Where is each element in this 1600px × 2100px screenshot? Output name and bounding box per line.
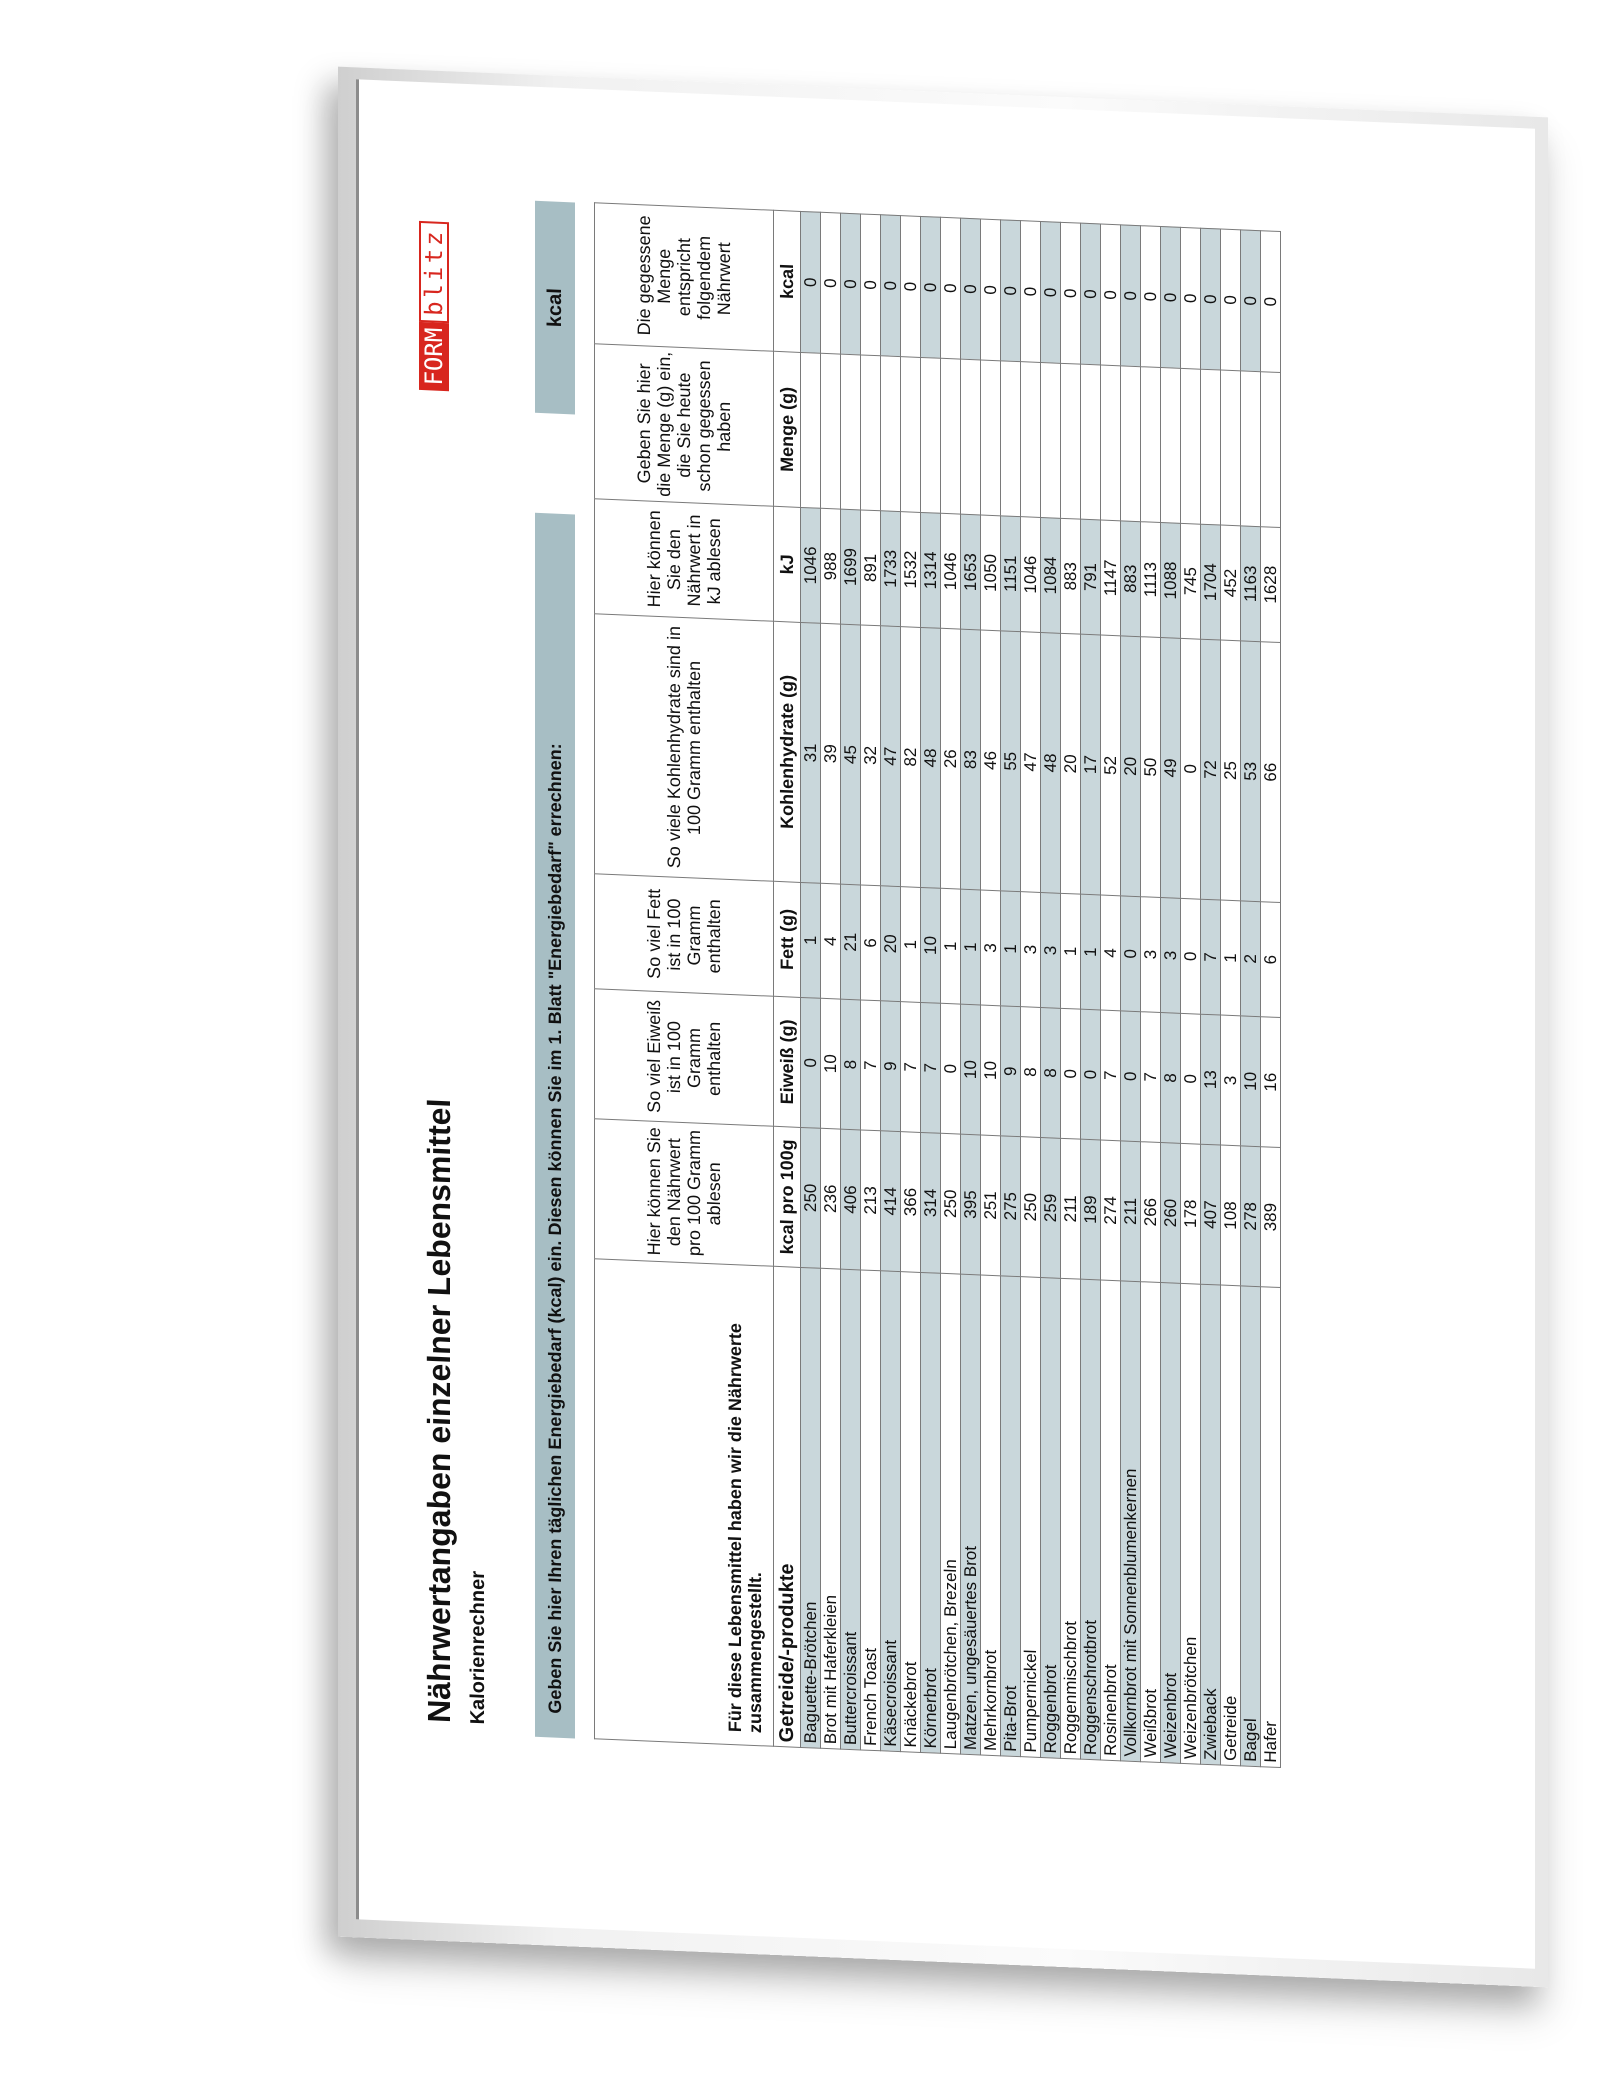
menge-input-cell[interactable] xyxy=(1001,361,1021,517)
kohlenhydrate-cell: 25 xyxy=(1221,640,1241,901)
kcal-cell: 259 xyxy=(1041,1137,1061,1278)
menge-input-cell[interactable] xyxy=(1261,372,1281,528)
kohlenhydrate-cell: 49 xyxy=(1161,638,1181,899)
eiweiss-cell: 7 xyxy=(1141,1012,1161,1143)
fett-cell: 4 xyxy=(821,883,841,999)
menge-input-cell[interactable] xyxy=(1021,362,1041,518)
table-row xyxy=(921,216,941,1753)
eiweiss-cell: 0 xyxy=(1081,1009,1101,1140)
unit-eiweiss: Eiweiß (g) xyxy=(774,996,801,1127)
fett-cell: 0 xyxy=(1181,898,1201,1014)
fett-cell: 3 xyxy=(1041,892,1061,1008)
unit-result: kcal xyxy=(774,210,801,352)
table-row xyxy=(1241,230,1261,1767)
energy-instruction: Geben Sie hier Ihren täglichen Energiebedarf (kcal) ein. Diesen können Sie im 1. Blatt "Energiebedarf" errechnen: xyxy=(544,742,565,1715)
result-kcal-cell: 0 xyxy=(901,216,921,358)
nutrition-table xyxy=(594,202,1281,1768)
eiweiss-cell: 3 xyxy=(1221,1015,1241,1146)
kj-cell: 1628 xyxy=(1261,527,1281,643)
result-kcal-cell: 0 xyxy=(1041,221,1061,363)
kj-cell: 745 xyxy=(1181,523,1201,639)
result-kcal-cell: 0 xyxy=(981,219,1001,361)
unit-kj: kJ xyxy=(774,506,801,622)
fett-cell: 2 xyxy=(1241,901,1261,1017)
unit-menge: Menge (g) xyxy=(774,351,801,507)
menge-input-cell[interactable] xyxy=(1241,371,1261,527)
fett-cell: 1 xyxy=(1001,891,1021,1007)
food-name: French Toast xyxy=(861,1270,881,1751)
fett-cell: 7 xyxy=(1201,899,1221,1015)
table-row xyxy=(1001,220,1021,1757)
header-kcal: Hier können Sie den Nährwert pro 100 Gramm ablesen xyxy=(595,1119,774,1267)
menge-input-cell[interactable] xyxy=(1081,364,1101,520)
result-kcal-cell: 0 xyxy=(941,217,961,359)
unit-row xyxy=(774,210,801,1747)
kohlenhydrate-cell: 83 xyxy=(961,629,981,890)
eiweiss-cell: 9 xyxy=(881,1001,901,1132)
kj-cell: 791 xyxy=(1081,519,1101,635)
food-name: Zwieback xyxy=(1201,1284,1221,1765)
table-row xyxy=(801,211,821,1748)
menge-input-cell[interactable] xyxy=(941,358,961,514)
food-name: Pita-Brot xyxy=(1001,1276,1021,1757)
kcal-cell: 250 xyxy=(1021,1137,1041,1278)
kohlenhydrate-cell: 45 xyxy=(841,624,861,885)
menge-input-cell[interactable] xyxy=(881,356,901,512)
food-name: Laugenbrötchen, Brezeln xyxy=(941,1273,961,1754)
kohlenhydrate-cell: 20 xyxy=(1121,636,1141,897)
kcal-cell: 211 xyxy=(1061,1138,1081,1279)
menge-input-cell[interactable] xyxy=(841,354,861,510)
eiweiss-cell: 0 xyxy=(1061,1008,1081,1139)
food-name: Käsecroissant xyxy=(881,1271,901,1752)
fett-cell: 3 xyxy=(1021,892,1041,1008)
table-row xyxy=(841,213,861,1750)
page-subtitle: Kalorienrechner xyxy=(467,1570,489,1725)
kj-cell: 1088 xyxy=(1161,523,1181,639)
kj-cell: 883 xyxy=(1061,518,1081,634)
food-name: Vollkornbrot mit Sonnenblumenkernen xyxy=(1121,1281,1141,1762)
table-row xyxy=(981,219,1001,1756)
kcal-cell: 314 xyxy=(921,1132,941,1273)
table-row xyxy=(901,216,921,1753)
eiweiss-cell: 8 xyxy=(1041,1007,1061,1138)
table-row xyxy=(1161,227,1181,1764)
kcal-cell: 274 xyxy=(1101,1140,1121,1281)
kj-cell: 1046 xyxy=(801,507,821,623)
food-name: Körnerbrot xyxy=(921,1272,941,1753)
logo-blitz-text: blitz xyxy=(419,221,449,324)
result-kcal-cell: 0 xyxy=(1021,221,1041,363)
kj-cell: 1147 xyxy=(1101,520,1121,636)
kcal-cell: 406 xyxy=(841,1129,861,1270)
food-name: Weißbrot xyxy=(1141,1282,1161,1763)
table-row xyxy=(1081,223,1101,1760)
fett-cell: 1 xyxy=(901,887,921,1003)
kcal-cell: 189 xyxy=(1081,1139,1101,1280)
result-kcal-cell: 0 xyxy=(821,212,841,354)
food-name: Hafer xyxy=(1261,1287,1281,1768)
eiweiss-cell: 10 xyxy=(961,1004,981,1135)
result-kcal-cell: 0 xyxy=(1081,223,1101,365)
result-kcal-cell: 0 xyxy=(1001,220,1021,362)
menge-input-cell[interactable] xyxy=(861,355,881,511)
table-row xyxy=(1221,229,1241,1766)
kohlenhydrate-cell: 82 xyxy=(901,627,921,888)
eiweiss-cell: 8 xyxy=(1161,1013,1181,1144)
formblitz-logo xyxy=(419,221,449,391)
fett-cell: 3 xyxy=(981,890,1001,1006)
eiweiss-cell: 0 xyxy=(801,997,821,1128)
kohlenhydrate-cell: 31 xyxy=(801,622,821,883)
fett-cell: 3 xyxy=(1161,898,1181,1014)
kcal-cell: 211 xyxy=(1121,1141,1141,1282)
result-kcal-cell: 0 xyxy=(881,215,901,357)
header-kj: Hier können Sie den Nährwert in kJ ablesen xyxy=(595,499,774,622)
table-body xyxy=(801,211,1281,1767)
table-row xyxy=(941,217,961,1754)
menge-input-cell[interactable] xyxy=(821,353,841,509)
header-row xyxy=(595,203,774,1747)
table-row xyxy=(881,215,901,1752)
kcal-cell: 250 xyxy=(941,1133,961,1274)
fett-cell: 1 xyxy=(941,888,961,1004)
kohlenhydrate-cell: 39 xyxy=(821,623,841,884)
result-kcal-cell: 0 xyxy=(1101,224,1121,366)
logo-form-text: FORM xyxy=(419,322,449,391)
menge-input-cell[interactable] xyxy=(1201,369,1221,525)
kj-cell: 1699 xyxy=(841,509,861,625)
table-row xyxy=(1061,222,1081,1759)
kj-cell: 1733 xyxy=(881,511,901,627)
kcal-cell: 278 xyxy=(1241,1146,1261,1287)
result-kcal-cell: 0 xyxy=(1121,225,1141,367)
fett-cell: 6 xyxy=(1261,902,1281,1018)
result-kcal-cell: 0 xyxy=(1221,229,1241,371)
energy-input-field[interactable] xyxy=(535,413,575,515)
kj-cell: 1151 xyxy=(1001,516,1021,632)
menge-input-cell[interactable] xyxy=(1221,370,1241,526)
kohlenhydrate-cell: 46 xyxy=(981,630,1001,891)
fett-cell: 21 xyxy=(841,884,861,1000)
kj-cell: 452 xyxy=(1221,525,1241,641)
table-row xyxy=(1101,224,1121,1761)
table-row xyxy=(821,212,841,1749)
fett-cell: 20 xyxy=(881,886,901,1002)
menge-input-cell[interactable] xyxy=(1161,368,1181,524)
table-row xyxy=(861,214,881,1751)
food-name: Getreide xyxy=(1221,1285,1241,1766)
kj-cell: 883 xyxy=(1121,521,1141,637)
menge-input-cell[interactable] xyxy=(1121,366,1141,522)
eiweiss-cell: 16 xyxy=(1261,1017,1281,1148)
eiweiss-cell: 7 xyxy=(861,1000,881,1131)
menge-input-cell[interactable] xyxy=(1181,368,1201,524)
fett-cell: 6 xyxy=(861,885,881,1001)
result-kcal-cell: 0 xyxy=(1181,227,1201,369)
rotated-content xyxy=(359,79,1535,1968)
table-row xyxy=(1121,225,1141,1762)
kohlenhydrate-cell: 52 xyxy=(1101,635,1121,896)
eiweiss-cell: 10 xyxy=(821,998,841,1129)
kohlenhydrate-cell: 55 xyxy=(1001,631,1021,892)
kohlenhydrate-cell: 48 xyxy=(921,627,941,888)
kohlenhydrate-cell: 72 xyxy=(1201,639,1221,900)
result-kcal-cell: 0 xyxy=(1061,222,1081,364)
kj-cell: 891 xyxy=(861,510,881,626)
table-row xyxy=(1041,221,1061,1758)
fett-cell: 3 xyxy=(1141,897,1161,1013)
energy-input-bar xyxy=(535,201,575,1739)
fett-cell: 1 xyxy=(1081,894,1101,1010)
kcal-cell: 266 xyxy=(1141,1142,1161,1283)
result-kcal-cell: 0 xyxy=(1141,226,1161,368)
food-name: Buttercroissant xyxy=(841,1269,861,1750)
food-name: Bagel xyxy=(1241,1286,1261,1767)
header-menge: Geben Sie hier die Menge (g) ein, die Sie heute schon gegessen haben xyxy=(595,344,774,507)
unit-fett: Fett (g) xyxy=(774,881,801,997)
food-name: Roggenmischbrot xyxy=(1061,1278,1081,1759)
result-kcal-cell: 0 xyxy=(1161,227,1181,369)
kohlenhydrate-cell: 17 xyxy=(1081,634,1101,895)
kcal-cell: 275 xyxy=(1001,1136,1021,1277)
result-kcal-cell: 0 xyxy=(961,218,981,360)
eiweiss-cell: 10 xyxy=(1241,1016,1261,1147)
kcal-cell: 366 xyxy=(901,1132,921,1273)
kcal-cell: 108 xyxy=(1221,1145,1241,1286)
menge-input-cell[interactable] xyxy=(901,357,921,513)
kcal-cell: 407 xyxy=(1201,1144,1221,1285)
food-name: Rosinenbrot xyxy=(1101,1280,1121,1761)
header-result: Die gegessene Menge entspricht folgendem Nährwert xyxy=(595,203,774,352)
fett-cell: 4 xyxy=(1101,895,1121,1011)
page-title: Nährwertangaben einzelner Lebensmittel xyxy=(421,1097,457,1724)
kcal-cell: 395 xyxy=(961,1134,981,1275)
eiweiss-cell: 0 xyxy=(941,1003,961,1134)
eiweiss-cell: 10 xyxy=(981,1005,1001,1136)
eiweiss-cell: 7 xyxy=(921,1002,941,1133)
kohlenhydrate-cell: 20 xyxy=(1061,633,1081,894)
menge-input-cell[interactable] xyxy=(981,360,1001,516)
kj-cell: 1704 xyxy=(1201,524,1221,640)
kj-cell: 1532 xyxy=(901,512,921,628)
fett-cell: 1 xyxy=(961,889,981,1005)
fett-cell: 1 xyxy=(1061,893,1081,1009)
table-row xyxy=(1021,221,1041,1758)
fett-cell: 0 xyxy=(1121,896,1141,1012)
kcal-cell: 178 xyxy=(1181,1143,1201,1284)
menge-input-cell[interactable] xyxy=(801,352,821,508)
kohlenhydrate-cell: 47 xyxy=(881,626,901,887)
food-name: Weizenbrot xyxy=(1161,1283,1181,1764)
header-kohlenhydrate: So viele Kohlenhydrate sind in 100 Gramm enthalten xyxy=(595,614,774,882)
kj-cell: 1314 xyxy=(921,512,941,628)
kohlenhydrate-cell: 48 xyxy=(1041,632,1061,893)
eiweiss-cell: 8 xyxy=(841,999,861,1130)
kcal-cell: 250 xyxy=(801,1127,821,1268)
result-kcal-cell: 0 xyxy=(921,216,941,358)
eiweiss-cell: 7 xyxy=(1101,1010,1121,1141)
kj-cell: 1163 xyxy=(1241,526,1261,642)
menge-input-cell[interactable] xyxy=(1061,363,1081,519)
food-name: Roggenschrotbrot xyxy=(1081,1279,1101,1760)
unit-kohlenhydrate: Kohlenhydrate (g) xyxy=(774,621,801,882)
menge-input-cell[interactable] xyxy=(921,357,941,513)
fett-cell: 1 xyxy=(1221,900,1241,1016)
food-name: Baguette-Brötchen xyxy=(801,1267,821,1748)
kohlenhydrate-cell: 50 xyxy=(1141,637,1161,898)
kcal-cell: 236 xyxy=(821,1128,841,1269)
kohlenhydrate-cell: 26 xyxy=(941,628,961,889)
kcal-cell: 260 xyxy=(1161,1143,1181,1284)
header-intro: Für diese Lebensmittel haben wir die Nährwerte zusammengestellt. xyxy=(595,1259,774,1747)
table-row xyxy=(961,218,981,1755)
unit-kcal: kcal pro 100g xyxy=(774,1126,801,1267)
menge-input-cell[interactable] xyxy=(1101,365,1121,521)
food-name: Mehrkornbrot xyxy=(981,1275,1001,1756)
kcal-cell: 414 xyxy=(881,1131,901,1272)
energy-unit-label: kcal xyxy=(543,287,566,328)
kj-cell: 988 xyxy=(821,508,841,624)
eiweiss-cell: 9 xyxy=(1001,1006,1021,1137)
kohlenhydrate-cell: 47 xyxy=(1021,632,1041,893)
header-fett: So viel Fett ist in 100 Gramm enthalten xyxy=(595,874,774,997)
category-label: Getreide/-produkte xyxy=(774,1266,801,1747)
kj-cell: 1113 xyxy=(1141,522,1161,638)
table-row xyxy=(1181,227,1201,1764)
kohlenhydrate-cell: 66 xyxy=(1261,642,1281,903)
menge-input-cell[interactable] xyxy=(961,359,981,515)
kj-cell: 1046 xyxy=(941,513,961,629)
result-kcal-cell: 0 xyxy=(801,211,821,353)
food-name: Knäckebrot xyxy=(901,1272,921,1753)
kj-cell: 1653 xyxy=(961,514,981,630)
eiweiss-cell: 8 xyxy=(1021,1007,1041,1138)
header-eiweiss: So viel Eiweiß ist in 100 Gramm enthalten xyxy=(595,989,774,1127)
kcal-cell: 389 xyxy=(1261,1147,1281,1288)
table-row xyxy=(1141,226,1161,1763)
kcal-cell: 213 xyxy=(861,1130,881,1271)
eiweiss-cell: 0 xyxy=(1121,1011,1141,1142)
food-name: Roggenbrot xyxy=(1041,1277,1061,1758)
food-name: Matzen, ungesäuertes Brot xyxy=(961,1274,981,1755)
fett-cell: 1 xyxy=(801,882,821,998)
eiweiss-cell: 7 xyxy=(901,1002,921,1133)
kj-cell: 1050 xyxy=(981,515,1001,631)
menge-input-cell[interactable] xyxy=(1041,362,1061,518)
kohlenhydrate-cell: 32 xyxy=(861,625,881,886)
result-kcal-cell: 0 xyxy=(841,213,861,355)
food-name: Weizenbrötchen xyxy=(1181,1283,1201,1764)
result-kcal-cell: 0 xyxy=(1261,231,1281,373)
food-name: Pumpernickel xyxy=(1021,1277,1041,1758)
result-kcal-cell: 0 xyxy=(1201,228,1221,370)
kohlenhydrate-cell: 0 xyxy=(1181,638,1201,899)
kj-cell: 1046 xyxy=(1021,517,1041,633)
food-name: Brot mit Haferkleien xyxy=(821,1268,841,1749)
result-kcal-cell: 0 xyxy=(1241,230,1261,372)
kj-cell: 1084 xyxy=(1041,517,1061,633)
kcal-cell: 251 xyxy=(981,1135,1001,1276)
kohlenhydrate-cell: 53 xyxy=(1241,641,1261,902)
eiweiss-cell: 13 xyxy=(1201,1014,1221,1145)
result-kcal-cell: 0 xyxy=(861,214,881,356)
table-row xyxy=(1261,231,1281,1768)
fett-cell: 10 xyxy=(921,887,941,1003)
table-row xyxy=(1201,228,1221,1765)
eiweiss-cell: 0 xyxy=(1181,1013,1201,1144)
document-page xyxy=(356,79,1535,1968)
menge-input-cell[interactable] xyxy=(1141,367,1161,523)
